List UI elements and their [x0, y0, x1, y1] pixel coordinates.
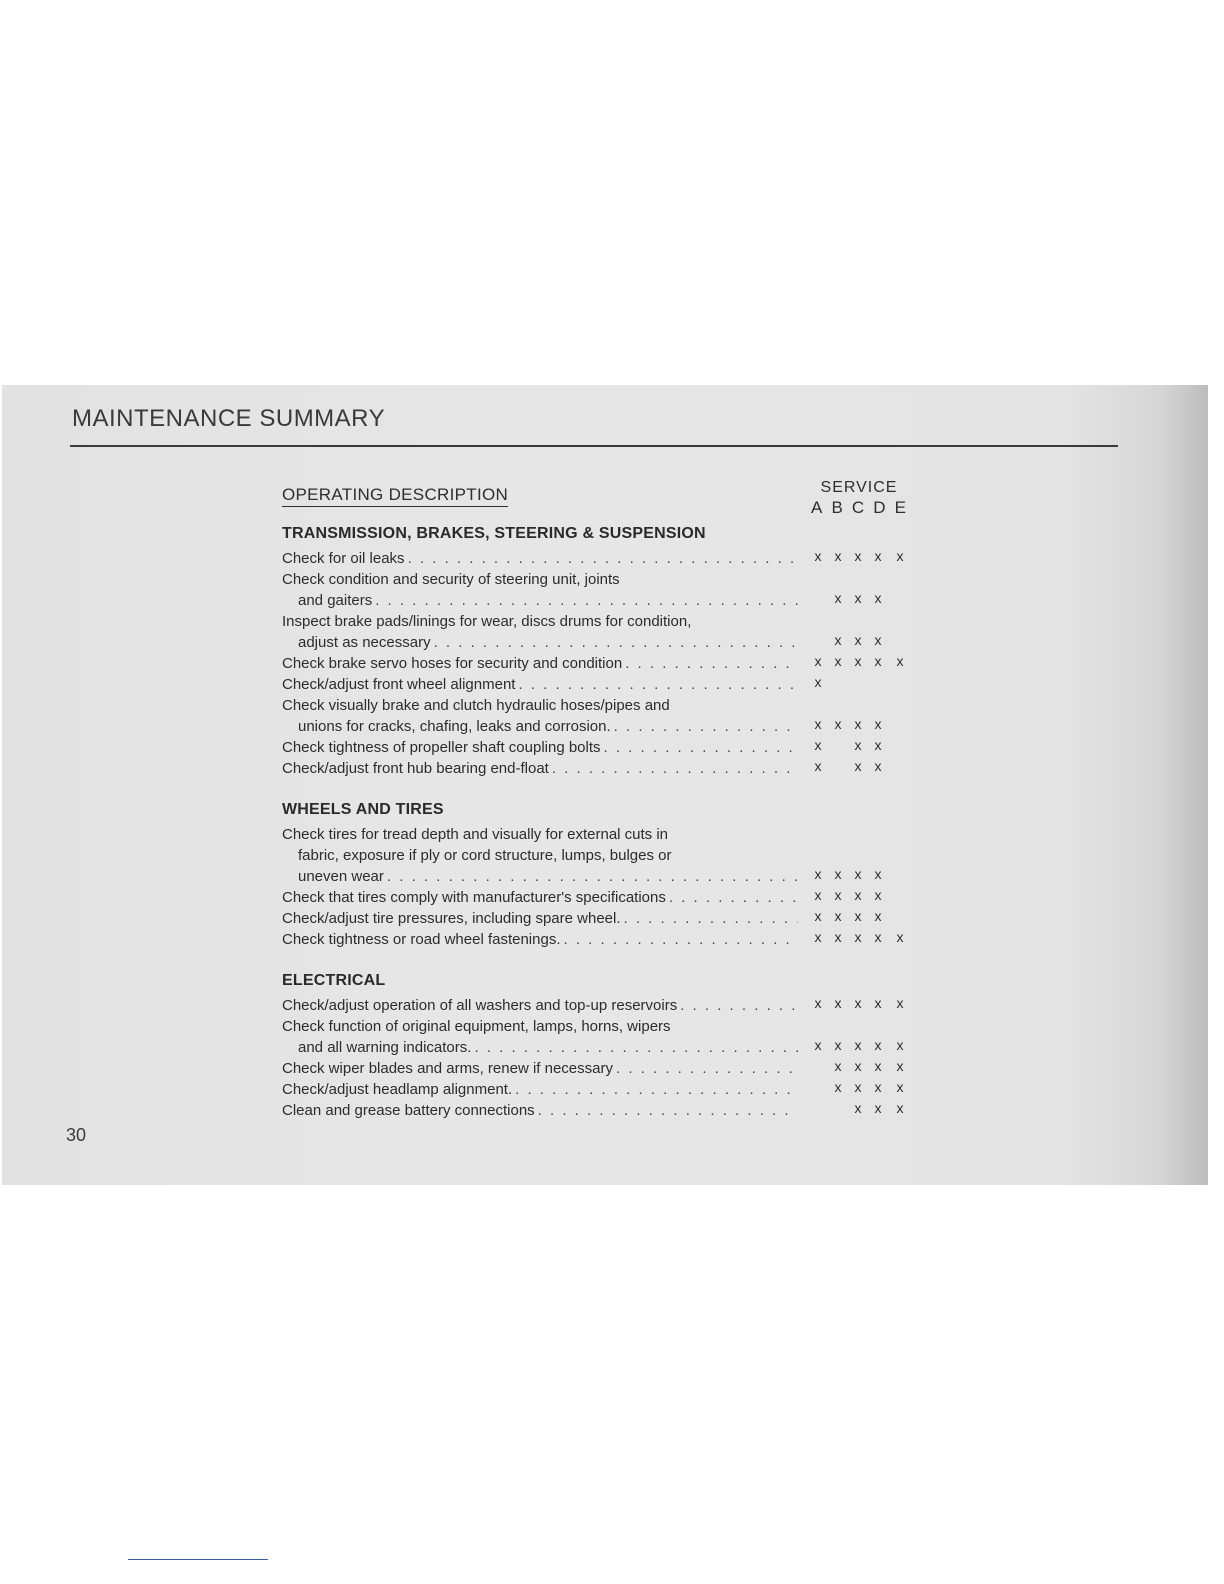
- dot-leader: [621, 908, 798, 929]
- item-text: fabric, exposure if ply or cord structure, lumps, bulges or: [298, 847, 672, 864]
- dot-leader: [622, 653, 798, 674]
- service-mark: x: [874, 737, 882, 753]
- service-mark: x: [854, 1037, 862, 1053]
- service-mark: x: [874, 632, 882, 648]
- item-text: Check/adjust tire pressures, including spare wheel.: [282, 910, 621, 927]
- service-mark: x: [854, 1058, 862, 1074]
- service-letters: [807, 498, 911, 518]
- service-mark: x: [814, 887, 822, 903]
- service-mark: x: [834, 632, 842, 648]
- table-row: [282, 1058, 798, 1079]
- table-row: [282, 569, 798, 611]
- section-title: WHEELS AND TIRES: [282, 801, 444, 818]
- table-row: [282, 887, 798, 908]
- dot-leader: [666, 887, 798, 908]
- service-mark: x: [814, 758, 822, 774]
- section-title: ELECTRICAL: [282, 972, 386, 989]
- service-mark: x: [874, 866, 882, 882]
- service-mark: x: [854, 737, 862, 753]
- service-mark: x: [854, 653, 862, 669]
- service-marks: [808, 590, 910, 611]
- service-mark: x: [896, 1058, 904, 1074]
- dot-leader: [405, 548, 798, 569]
- service-label: SERVICE: [820, 479, 898, 496]
- item-text: Check for oil leaks: [282, 550, 405, 567]
- service-mark: x: [896, 929, 904, 945]
- service-mark: x: [896, 653, 904, 669]
- service-mark: x: [874, 716, 882, 732]
- dot-leader: [512, 1079, 798, 1100]
- item-text: Check/adjust operation of all washers and top-up reservoirs: [282, 997, 678, 1014]
- service-mark: x: [834, 995, 842, 1011]
- service-mark: x: [834, 1037, 842, 1053]
- service-mark: x: [874, 590, 882, 606]
- item-text: Check tires for tread depth and visually for external cuts in: [282, 826, 669, 843]
- service-mark: x: [834, 548, 842, 564]
- service-letter-a: A: [811, 498, 824, 517]
- service-mark: x: [834, 866, 842, 882]
- service-marks: [808, 632, 910, 653]
- table-row: [282, 548, 798, 569]
- table-row: [282, 1100, 798, 1121]
- service-marks: [808, 674, 910, 695]
- item-text: Check/adjust front wheel alignment: [282, 676, 516, 693]
- service-mark: x: [814, 716, 822, 732]
- dot-leader: [601, 737, 798, 758]
- service-mark: x: [854, 887, 862, 903]
- item-text: adjust as necessary: [298, 634, 431, 651]
- service-mark: x: [874, 1100, 882, 1116]
- service-mark: x: [834, 1058, 842, 1074]
- item-text: Check/adjust front hub bearing end-float: [282, 760, 549, 777]
- service-mark: x: [854, 908, 862, 924]
- service-marks: [808, 716, 910, 737]
- footer-divider: [128, 1559, 268, 1560]
- table-row: [282, 995, 798, 1016]
- page-number: 30: [66, 1125, 87, 1145]
- service-column-heading: [807, 478, 911, 518]
- table-row: [282, 758, 798, 779]
- service-mark: x: [834, 887, 842, 903]
- service-mark: x: [874, 887, 882, 903]
- service-mark: x: [896, 995, 904, 1011]
- table-row: [282, 737, 798, 758]
- item-text: uneven wear: [298, 868, 384, 885]
- table-row: [282, 1016, 798, 1058]
- item-text: Check that tires comply with manufacturer's specifications: [282, 889, 666, 906]
- dot-leader: [561, 929, 799, 950]
- service-letter-b: B: [831, 498, 844, 517]
- service-mark: x: [896, 1079, 904, 1095]
- title-divider: [70, 445, 1118, 447]
- service-mark: x: [834, 1079, 842, 1095]
- dot-leader: [372, 590, 798, 611]
- service-mark: x: [814, 548, 822, 564]
- service-marks: [808, 995, 910, 1016]
- dot-leader: [471, 1037, 798, 1058]
- dot-leader: [535, 1100, 798, 1121]
- service-marks: [808, 1058, 910, 1079]
- service-mark: x: [814, 866, 822, 882]
- dot-leader: [515, 674, 798, 695]
- service-mark: x: [854, 716, 862, 732]
- item-text: Check wiper blades and arms, renew if necessary: [282, 1060, 613, 1077]
- item-text: unions for cracks, chafing, leaks and corrosion.: [298, 718, 611, 735]
- service-marks: [808, 866, 910, 887]
- service-marks: [808, 929, 910, 950]
- service-mark: x: [896, 548, 904, 564]
- service-marks: [808, 1100, 910, 1121]
- dot-leader: [384, 866, 798, 887]
- service-mark: x: [896, 1037, 904, 1053]
- service-mark: x: [874, 1079, 882, 1095]
- service-mark: x: [874, 995, 882, 1011]
- service-mark: x: [834, 929, 842, 945]
- service-letter-e: E: [894, 498, 907, 517]
- item-text: and gaiters: [298, 592, 373, 609]
- service-mark: x: [834, 590, 842, 606]
- table-row: [282, 695, 798, 737]
- service-marks: [808, 1079, 910, 1100]
- service-mark: x: [814, 653, 822, 669]
- item-text: Check/adjust headlamp alignment.: [282, 1081, 513, 1098]
- section-title: TRANSMISSION, BRAKES, STEERING & SUSPENSION: [282, 525, 706, 542]
- table-row: [282, 1079, 798, 1100]
- service-mark: x: [834, 653, 842, 669]
- service-mark: x: [854, 1100, 862, 1116]
- table-row: [282, 929, 798, 950]
- service-mark: x: [874, 1058, 882, 1074]
- table-row: [282, 824, 798, 887]
- service-marks: [808, 737, 910, 758]
- service-mark: x: [874, 929, 882, 945]
- service-mark: x: [854, 866, 862, 882]
- dot-leader: [549, 758, 798, 779]
- service-mark: x: [854, 929, 862, 945]
- item-text: Check tightness or road wheel fastenings.: [282, 931, 561, 948]
- table-row: [282, 674, 798, 695]
- item-text: Check brake servo hoses for security and condition: [282, 655, 623, 672]
- service-mark: x: [854, 758, 862, 774]
- service-letter-d: D: [873, 498, 887, 517]
- service-letter-c: C: [851, 498, 866, 517]
- service-mark: x: [834, 908, 842, 924]
- operating-description-heading: OPERATING DESCRIPTION: [282, 485, 508, 507]
- item-text: and all warning indicators.: [298, 1039, 472, 1056]
- service-marks: [808, 887, 910, 908]
- service-marks: [808, 653, 910, 674]
- dot-leader: [611, 716, 798, 737]
- service-mark: x: [874, 548, 882, 564]
- item-text: Check tightness of propeller shaft coupling bolts: [282, 739, 601, 756]
- dot-leader: [677, 995, 798, 1016]
- service-mark: x: [874, 653, 882, 669]
- table-row: [282, 611, 798, 653]
- dot-leader: [431, 632, 798, 653]
- service-marks: [808, 548, 910, 569]
- service-mark: x: [854, 995, 862, 1011]
- service-marks: [808, 908, 910, 929]
- item-text: Check condition and security of steering unit, joints: [282, 571, 620, 588]
- table-row: [282, 653, 798, 674]
- table-row: [282, 908, 798, 929]
- item-text: Clean and grease battery connections: [282, 1102, 535, 1119]
- item-text: Inspect brake pads/linings for wear, discs drums for condition,: [282, 613, 692, 630]
- service-mark: x: [814, 1037, 822, 1053]
- service-mark: x: [814, 995, 822, 1011]
- service-mark: x: [874, 1037, 882, 1053]
- service-mark: x: [896, 1100, 904, 1116]
- item-text: Check function of original equipment, lamps, horns, wipers: [282, 1018, 671, 1035]
- service-mark: x: [854, 632, 862, 648]
- service-mark: x: [874, 908, 882, 924]
- service-mark: x: [874, 758, 882, 774]
- dot-leader: [613, 1058, 798, 1079]
- service-mark: x: [814, 674, 822, 690]
- service-mark: x: [854, 548, 862, 564]
- service-mark: x: [834, 716, 842, 732]
- scanned-sheet: [2, 385, 1208, 1185]
- service-marks: [808, 758, 910, 779]
- service-mark: x: [854, 1079, 862, 1095]
- service-marks: [808, 1037, 910, 1058]
- service-mark: x: [854, 590, 862, 606]
- item-text: Check visually brake and clutch hydraulic hoses/pipes and: [282, 697, 670, 714]
- page-title: MAINTENANCE SUMMARY: [72, 405, 386, 432]
- service-mark: x: [814, 908, 822, 924]
- service-mark: x: [814, 929, 822, 945]
- service-mark: x: [814, 737, 822, 753]
